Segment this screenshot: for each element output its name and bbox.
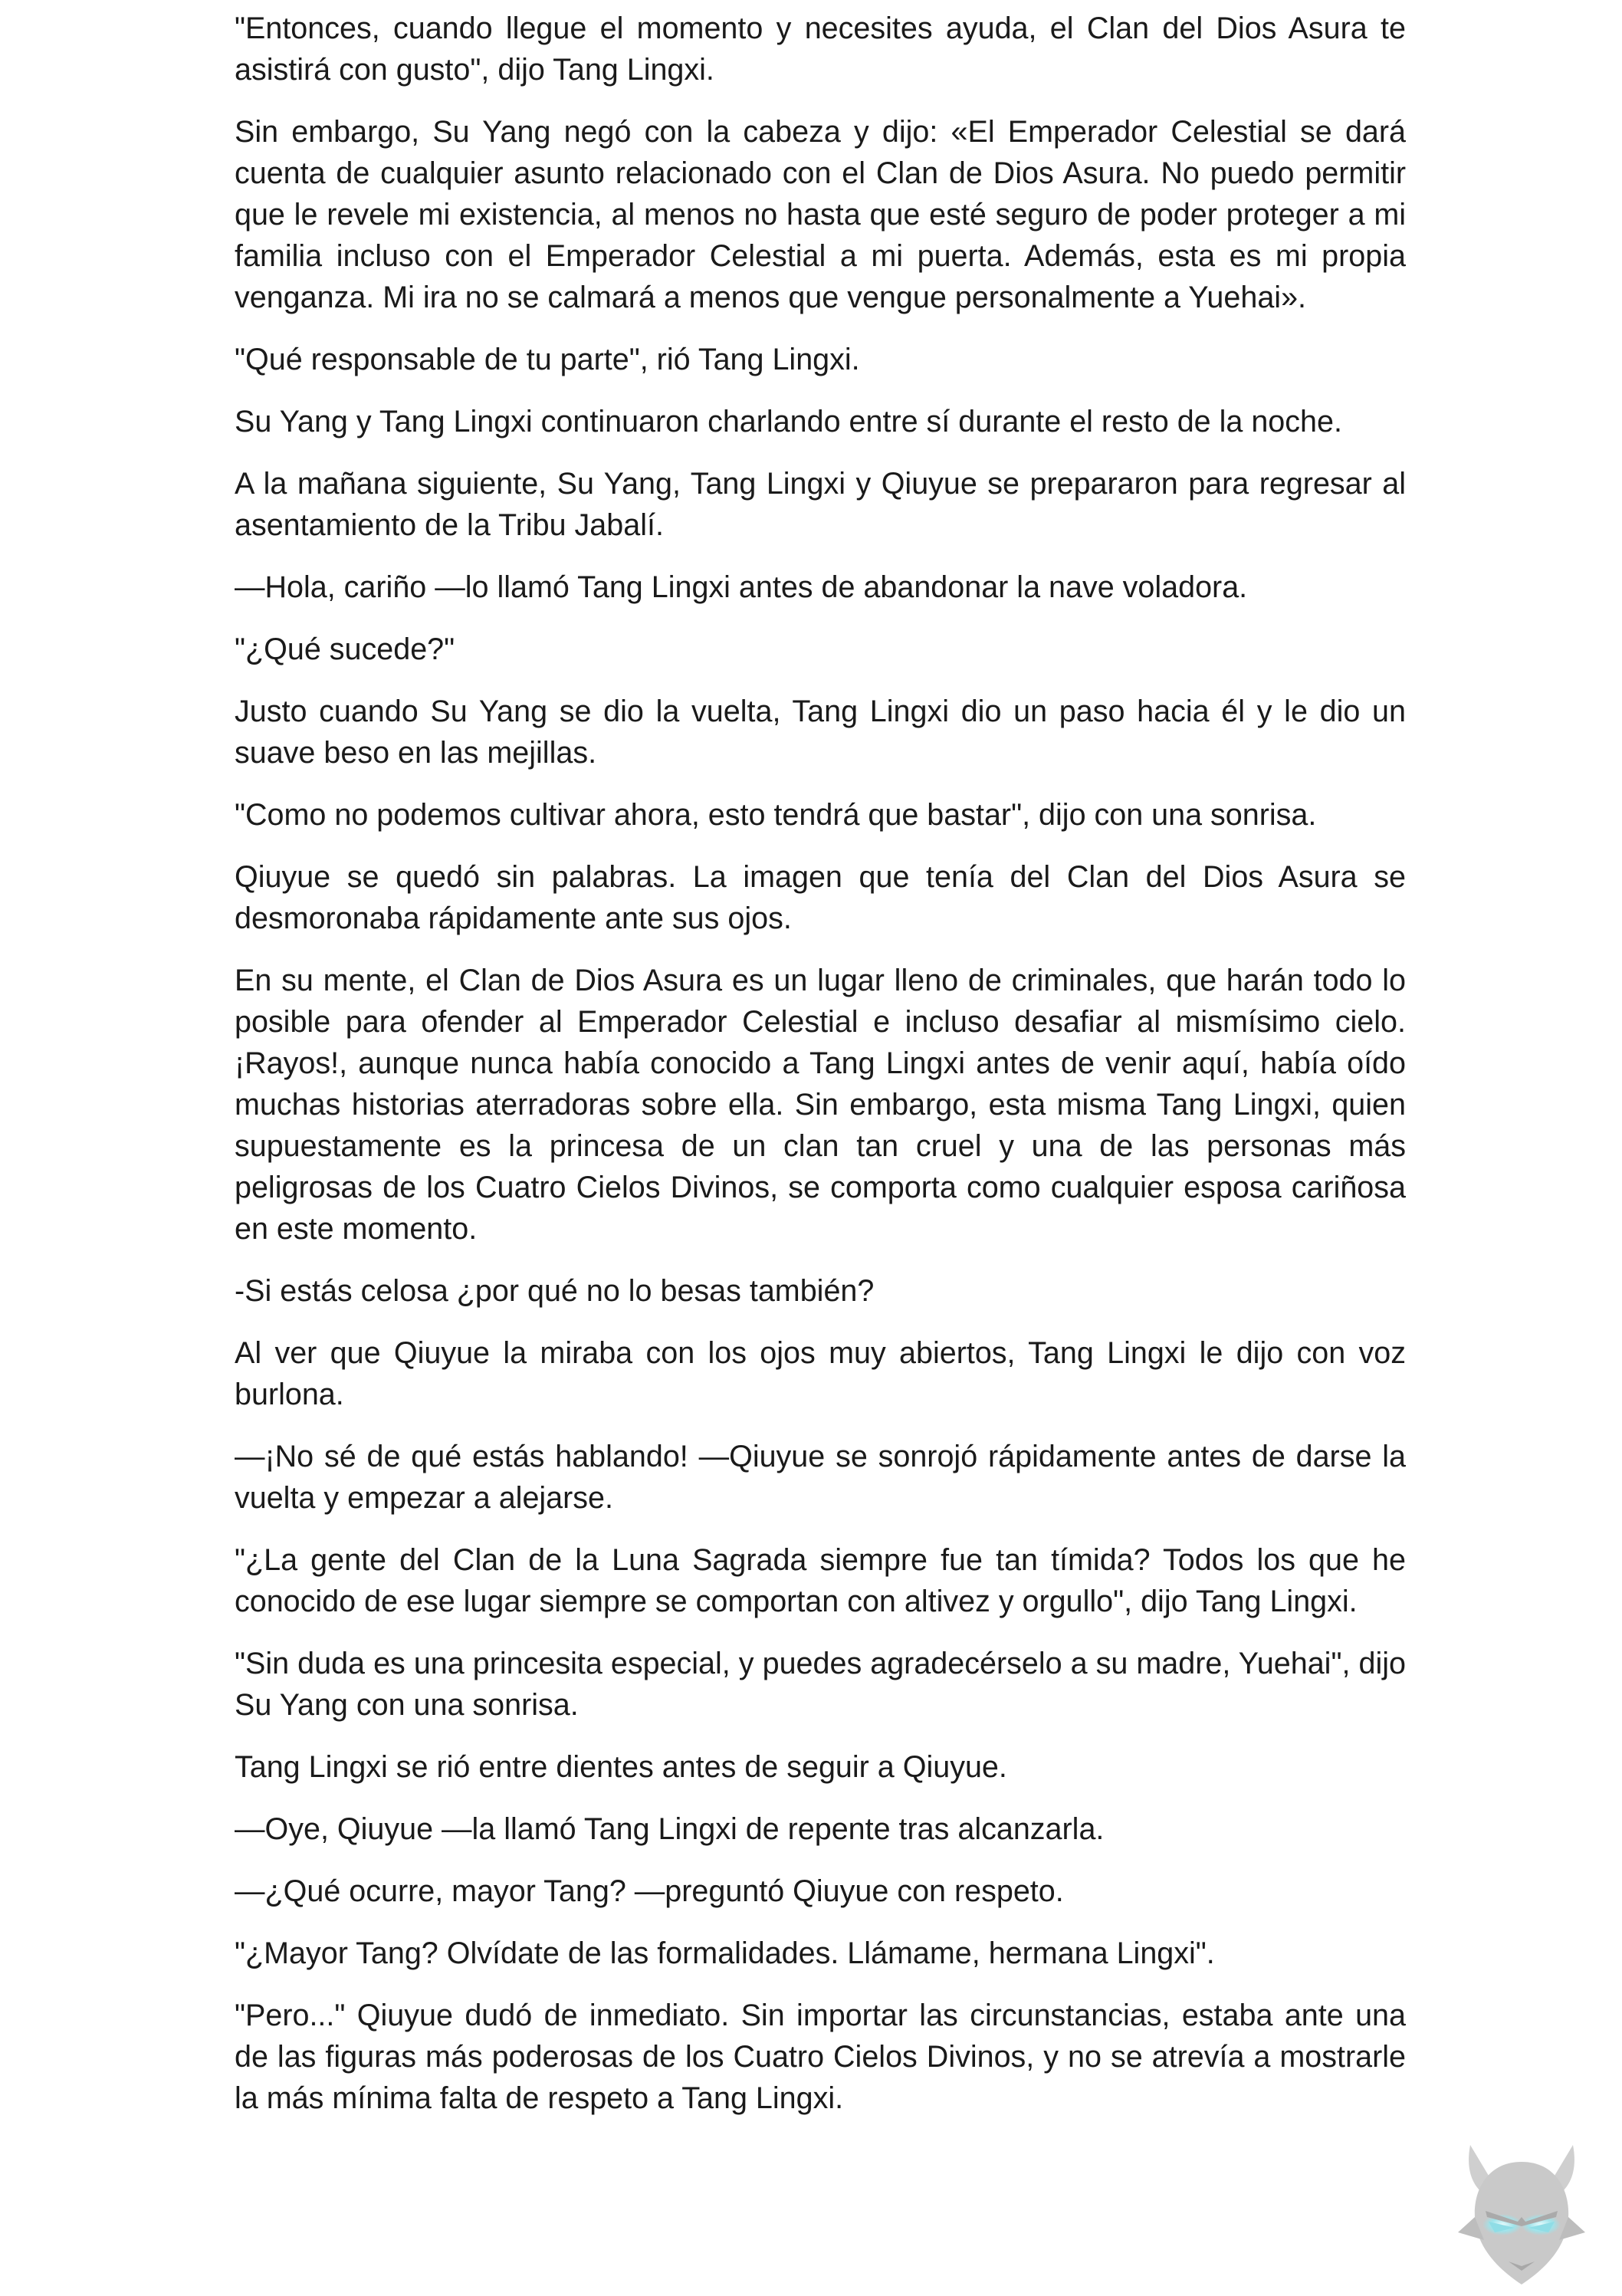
paragraph: En su mente, el Clan de Dios Asura es un lugar lleno de criminales, que harán todo lo posible para ofender al Emperador Celestial e incluso desafiar al mismísimo cielo. ¡Rayos!, aunque nunca había conocido a Tang Lingxi antes de venir aquí, había oído muchas historias aterradoras sobre ella. Sin embargo, esta misma Tang Lingxi, quien supuestamente es la princesa de un clan tan cruel y una de las personas más peligrosas de los Cuatro Cielos Divinos, se comporta como cualquier esposa cariñosa en este momento. [235, 964, 1406, 1246]
paragraph: Justo cuando Su Yang se dio la vuelta, Tang Lingxi dio un paso hacia él y le dio un suave beso en las mejillas. [235, 695, 1406, 770]
paragraph: "Sin duda es una princesita especial, y puedes agradecérselo a su madre, Yuehai", dijo Su Yang con una sonrisa. [235, 1647, 1406, 1722]
paragraph: —¡No sé de qué estás hablando! —Qiuyue se sonrojó rápidamente antes de darse la vuelta y empezar a alejarse. [235, 1440, 1406, 1515]
paragraph: "¿Qué sucede?" [235, 632, 455, 666]
paragraph: Tang Lingxi se rió entre dientes antes de seguir a Qiuyue. [235, 1750, 1007, 1784]
paragraph: —¿Qué ocurre, mayor Tang? —preguntó Qiuyue con respeto. [235, 1874, 1064, 1908]
paragraph: —Oye, Qiuyue —la llamó Tang Lingxi de repente tras alcanzarla. [235, 1812, 1105, 1846]
paragraph: "Qué responsable de tu parte", rió Tang Lingxi. [235, 343, 860, 376]
paragraph: "Pero..." Qiuyue dudó de inmediato. Sin importar las circunstancias, estaba ante una de las figuras más poderosas de los Cuatro Cielos Divinos, y no se atrevía a mostrarle la más mínima falta de respeto a Tang Lingxi. [235, 1999, 1406, 2115]
paragraph: Qiuyue se quedó sin palabras. La imagen que tenía del Clan del Dios Asura se desmoronaba rápidamente ante sus ojos. [235, 860, 1406, 935]
paragraph: Su Yang y Tang Lingxi continuaron charlando entre sí durante el resto de la noche. [235, 405, 1342, 439]
demon-head-logo-icon [1441, 2131, 1602, 2292]
paragraph: "¿Mayor Tang? Olvídate de las formalidades. Llámame, hermana Lingxi". [235, 1936, 1215, 1970]
paragraph: "Como no podemos cultivar ahora, esto tendrá que bastar", dijo con una sonrisa. [235, 798, 1317, 832]
paragraph: Sin embargo, Su Yang negó con la cabeza y dijo: «El Emperador Celestial se dará cuenta de cualquier asunto relacionado con el Clan de Dios Asura. No puedo permitir que le revele mi existencia, al menos no hasta que esté seguro de poder proteger a mi familia incluso con el Emperador Celestial a mi puerta. Además, esta es mi propia venganza. Mi ira no se calmará a menos que vengue personalmente a Yuehai». [235, 115, 1406, 314]
paragraph: A la mañana siguiente, Su Yang, Tang Lingxi y Qiuyue se prepararon para regresar al asentamiento de la Tribu Jabalí. [235, 467, 1406, 542]
paragraph: Al ver que Qiuyue la miraba con los ojos muy abiertos, Tang Lingxi le dijo con voz burlona. [235, 1336, 1406, 1411]
paragraph: "Entonces, cuando llegue el momento y necesites ayuda, el Clan del Dios Asura te asistirá con gusto", dijo Tang Lingxi. [235, 11, 1406, 87]
paragraph: "¿La gente del Clan de la Luna Sagrada siempre fue tan tímida? Todos los que he conocido de ese lugar siempre se comportan con altivez y orgullo", dijo Tang Lingxi. [235, 1543, 1406, 1618]
document-body [235, 8, 1406, 2119]
paragraph: —Hola, cariño —lo llamó Tang Lingxi antes de abandonar la nave voladora. [235, 570, 1248, 604]
paragraph: -Si estás celosa ¿por qué no lo besas también? [235, 1274, 875, 1308]
